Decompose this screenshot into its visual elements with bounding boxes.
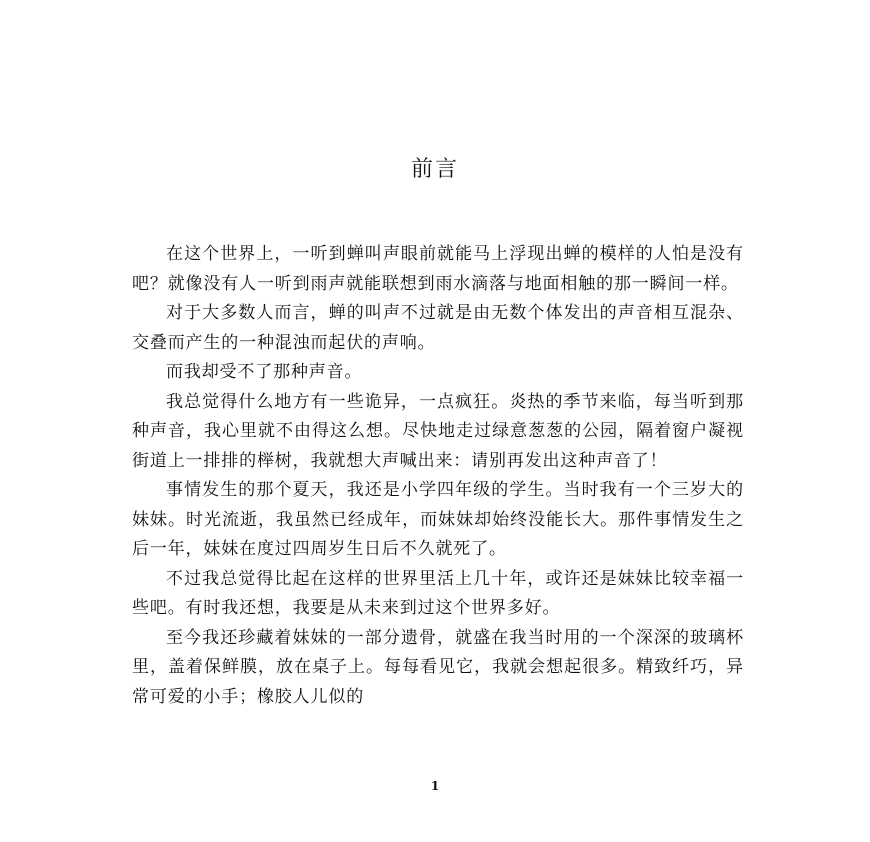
paragraph: 至今我还珍藏着妹妹的一部分遗骨，就盛在我当时用的一个深深的玻璃杯里，盖着保鲜膜，放在桌子上。每每看见它，我就会想起很多。精致纤巧，异常可爱的小手；橡胶人儿似的 [132, 627, 744, 707]
page-number: 1 [430, 779, 440, 793]
paragraph: 而我却受不了那种声音。 [166, 362, 363, 382]
paragraph: 事情发生的那个夏天，我还是小学四年级的学生。当时我有一个三岁大的妹妹。时光流逝，我虽然已经成年，而妹妹却始终没能长大。那件事情发生之后一年，妹妹在度过四周岁生日后不久就死了。 [132, 480, 744, 559]
paragraph: 对于大多数人而言，蝉的叫声不过就是由无数个体发出的声音相互混杂、交叠而产生的一种混浊而起伏的声响。 [132, 303, 744, 353]
paragraph: 我总觉得什么地方有一些诡异，一点疯狂。炎热的季节来临，每当听到那种声音，我心里就不由得这么想。尽快地走过绿意葱葱的公园，隔着窗户凝视街道上一排排的榉树，我就想大声喊出来：请别再发出这种声音了！ [132, 391, 744, 471]
paragraph: 在这个世界上，一听到蝉叫声眼前就能马上浮现出蝉的模样的人怕是没有吧？就像没有人一听到雨声就能联想到雨水滴落与地面相触的那一瞬间一样。 [132, 244, 744, 294]
body-text [132, 240, 744, 712]
paragraph: 不过我总觉得比起在这样的世界里活上几十年，或许还是妹妹比较幸福一些吧。有时我还想，我要是从未来到过这个世界多好。 [132, 568, 744, 618]
chapter-title: 前言 [410, 157, 459, 182]
